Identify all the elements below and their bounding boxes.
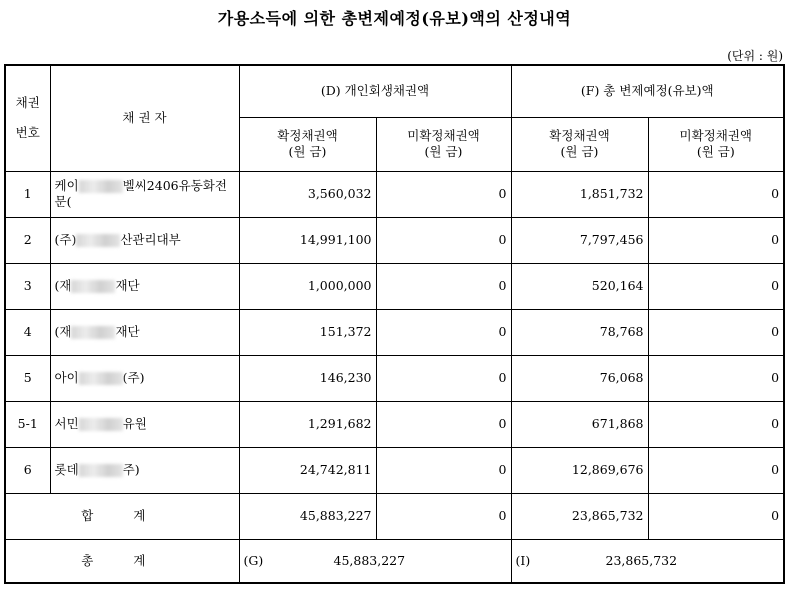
claim-number: 6 [5, 447, 50, 493]
f-unconfirmed-amount: 0 [648, 309, 784, 355]
creditor-name: (재 재단 [50, 263, 239, 309]
creditor-name: 아이 (주) [50, 355, 239, 401]
header-group-d: (D) 개인회생채권액 [239, 65, 511, 117]
creditor-name: 롯데 주) [50, 447, 239, 493]
sum-f-unconfirmed: 0 [648, 493, 784, 539]
f-confirmed-amount: 671,868 [511, 401, 648, 447]
f-unconfirmed-amount: 0 [648, 401, 784, 447]
total-g-value: 45,883,227 [333, 552, 406, 568]
unit-label: (단위 : 원) [727, 49, 783, 63]
d-unconfirmed-amount: 0 [376, 401, 511, 447]
sum-label: 합 계 [5, 493, 239, 539]
f-unconfirmed-amount: 0 [648, 171, 784, 217]
redacted-block [79, 418, 123, 431]
total-i-value: 23,865,732 [605, 552, 678, 568]
redacted-block [79, 372, 123, 385]
total-i-tag: (I) [515, 552, 531, 568]
claim-number: 5 [5, 355, 50, 401]
header-claim-number: 채권 번호 [5, 65, 50, 171]
table-row [5, 447, 784, 493]
redacted-block [79, 464, 123, 477]
sum-f-confirmed: 23,865,732 [511, 493, 648, 539]
f-confirmed-amount: 76,068 [511, 355, 648, 401]
redacted-block [71, 280, 115, 293]
header-f-confirmed: 확정채권액 (원 금) [511, 117, 648, 171]
d-confirmed-amount: 146,230 [239, 355, 376, 401]
sum-d-unconfirmed: 0 [376, 493, 511, 539]
header-d-unconfirmed: 미확정채권액 (원 금) [376, 117, 511, 171]
claim-number: 3 [5, 263, 50, 309]
total-g [239, 539, 511, 583]
sum-d-confirmed: 45,883,227 [239, 493, 376, 539]
table-row [5, 217, 784, 263]
header-d-confirmed: 확정채권액 (원 금) [239, 117, 376, 171]
header-creditor: 채 권 자 [50, 65, 239, 171]
table-row [5, 263, 784, 309]
f-confirmed-amount: 78,768 [511, 309, 648, 355]
d-unconfirmed-amount: 0 [376, 171, 511, 217]
redacted-block [76, 234, 120, 247]
f-confirmed-amount: 1,851,732 [511, 171, 648, 217]
f-unconfirmed-amount: 0 [648, 355, 784, 401]
creditor-name: (주) 산관리대부 [50, 217, 239, 263]
d-unconfirmed-amount: 0 [376, 217, 511, 263]
total-label: 총 계 [5, 539, 239, 583]
d-confirmed-amount: 24,742,811 [239, 447, 376, 493]
d-unconfirmed-amount: 0 [376, 447, 511, 493]
d-unconfirmed-amount: 0 [376, 263, 511, 309]
header-group-f: (F) 총 변제예정(유보)액 [511, 65, 784, 117]
d-confirmed-amount: 1,000,000 [239, 263, 376, 309]
d-unconfirmed-amount: 0 [376, 355, 511, 401]
f-unconfirmed-amount: 0 [648, 217, 784, 263]
redacted-block [71, 326, 115, 339]
claim-number: 4 [5, 309, 50, 355]
creditor-name: 케이 벨씨2406유동화전문( [50, 171, 239, 217]
f-unconfirmed-amount: 0 [648, 263, 784, 309]
table-row [5, 309, 784, 355]
d-unconfirmed-amount: 0 [376, 309, 511, 355]
total-g-tag: (G) [243, 552, 264, 568]
f-confirmed-amount: 12,869,676 [511, 447, 648, 493]
d-confirmed-amount: 1,291,682 [239, 401, 376, 447]
calculation-table [4, 64, 785, 584]
redacted-block [79, 180, 123, 193]
d-confirmed-amount: 151,372 [239, 309, 376, 355]
header-f-unconfirmed: 미확정채권액 (원 금) [648, 117, 784, 171]
creditor-name: 서민 유원 [50, 401, 239, 447]
total-row [5, 539, 784, 583]
claim-number: 5-1 [5, 401, 50, 447]
sum-row [5, 493, 784, 539]
f-confirmed-amount: 7,797,456 [511, 217, 648, 263]
d-confirmed-amount: 14,991,100 [239, 217, 376, 263]
f-unconfirmed-amount: 0 [648, 447, 784, 493]
document-title: 가용소득에 의한 총변제예정(유보)액의 산정내역 [217, 9, 572, 28]
f-confirmed-amount: 520,164 [511, 263, 648, 309]
d-confirmed-amount: 3,560,032 [239, 171, 376, 217]
table-row [5, 401, 784, 447]
claim-number: 2 [5, 217, 50, 263]
table-row [5, 355, 784, 401]
table-row [5, 171, 784, 217]
creditor-name: (재 재단 [50, 309, 239, 355]
total-i [511, 539, 784, 583]
claim-number: 1 [5, 171, 50, 217]
